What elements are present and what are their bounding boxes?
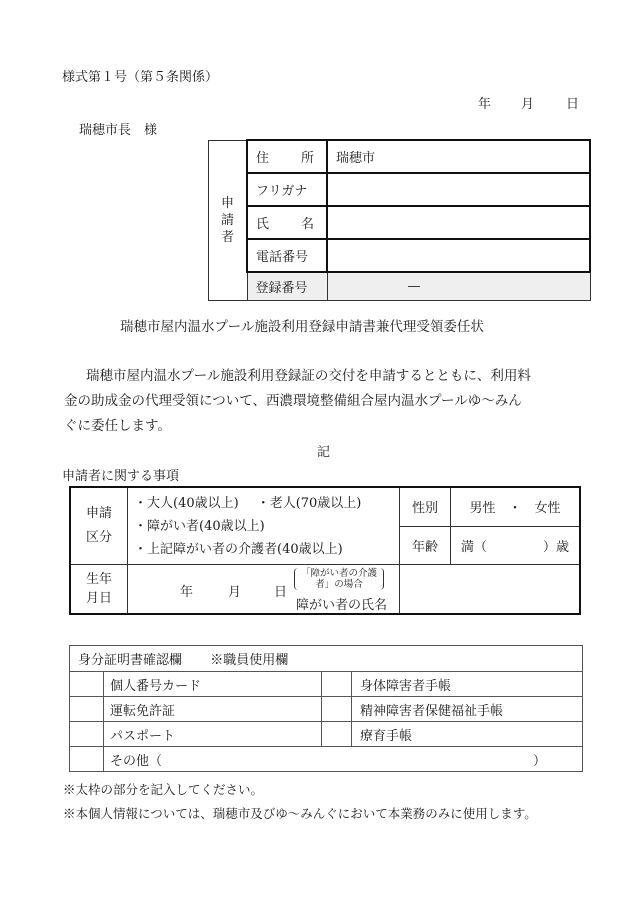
side-char: 申 [220,195,234,211]
gender-label: 性別 [400,487,451,526]
date-day-label: 日 [566,97,580,112]
name-field[interactable] [327,206,590,239]
date-month-label: 月 [521,97,535,112]
date-year-label: 年 [478,97,492,112]
disabled-name-label: 障がい者の氏名 [296,598,388,613]
footnote-bold-frame: ※太枠の部分を記入してください。 [63,782,264,797]
disabled-name-field[interactable] [400,565,581,615]
birth-year-unit: 年 [180,585,194,600]
caregiver-note-line: 「障がい者の介護 [301,568,378,579]
age-prefix: 満（ [461,539,488,555]
age-label: 年齢 [400,526,451,565]
item-physical: 身体障害者手帳 [352,672,583,697]
form-title: 瑞穂市屋内温水プール施設利用登録申請書兼代理受領委任状 [120,319,484,335]
registration-value [327,272,590,301]
item-mental: 精神障害者保健福祉手帳 [352,697,583,722]
option-disabled[interactable]: ・障がい者(40歳以上) [134,518,265,534]
item-passport: パスポート [104,722,322,747]
checkbox-passport[interactable] [70,722,104,747]
side-char: 請 [220,212,234,228]
birth-month-unit: 月 [228,585,242,600]
address-label-text: 住 所 [256,151,314,166]
footnote-privacy: ※本個人情報については、瑞穂市及びゆ～みんぐにおいて本業務のみに使用します。 [63,806,537,821]
phone-field[interactable] [327,239,590,272]
checkbox-mental[interactable] [322,697,352,722]
side-char: 者 [220,229,234,245]
matters-table [69,486,581,615]
category-label [70,487,128,565]
option-senior[interactable]: ・老人(70歳以上) [256,495,362,511]
checkbox-other[interactable] [70,747,104,772]
birth-day-unit: 日 [274,585,288,600]
furigana-field[interactable] [327,173,590,206]
id-check-header: 身分証明書確認欄 [78,653,183,668]
checkbox-license[interactable] [70,697,104,722]
item-license: 運転免許証 [104,697,322,722]
address-field[interactable]: 瑞穂市 [327,140,590,173]
checkbox-ryoiku[interactable] [322,722,352,747]
form-number: 様式第１号（第５条関係） [62,70,219,85]
option-caregiver[interactable]: ・上記障がい者の介護者(40歳以上) [134,541,343,557]
category-label-line: 区分 [85,530,112,545]
age-suffix: ）歳 [542,539,569,555]
address-label [247,140,327,173]
item-mynumber: 個人番号カード [104,672,322,697]
birth-and-note-cell[interactable] [128,565,400,615]
registration-label: 登録番号 [247,272,327,301]
id-check-header-cell [70,646,583,672]
item-ryoiku: 療育手帳 [352,722,583,747]
birth-label [70,565,128,615]
body-line-2: 金の助成金の代理受領について、西濃環境整備組合屋内温水プールゆ～みん [64,393,522,409]
birth-label-line: 月日 [85,591,112,606]
category-options[interactable] [128,487,400,565]
addressee: 瑞穂市長 様 [79,123,158,138]
birth-label-line: 生年 [85,572,112,587]
option-adult[interactable]: ・大人(40歳以上) [134,495,239,511]
checkbox-mynumber[interactable] [70,672,104,697]
checkbox-physical[interactable] [322,672,352,697]
caregiver-note [294,568,384,590]
item-other[interactable] [104,747,583,772]
name-label-text: 氏 名 [256,217,314,232]
phone-label: 電話番号 [247,239,327,272]
furigana-label: フリガナ [247,173,327,206]
category-label-line: 申請 [85,506,112,521]
other-prefix: その他（ [110,753,163,769]
caregiver-note-line: 者」の場合 [315,579,363,590]
applicant-table [208,139,591,301]
age-field[interactable] [451,526,581,565]
staff-note: ※職員使用欄 [210,653,289,668]
matters-heading: 申請者に関する事項 [62,469,180,484]
name-label [247,206,327,239]
body-line-3: ぐに委任します。 [64,418,171,434]
body-line-1: 瑞穂市屋内温水プール施設利用登録証の交付を申請するとともに、利用料 [86,368,531,384]
gender-value[interactable]: 男性 ・ 女性 [451,487,581,526]
registration-dash: — [407,279,421,294]
applicant-side-label [209,140,248,301]
ki-label: 記 [317,445,331,460]
id-check-table [69,645,583,772]
other-suffix: ） [532,753,546,769]
